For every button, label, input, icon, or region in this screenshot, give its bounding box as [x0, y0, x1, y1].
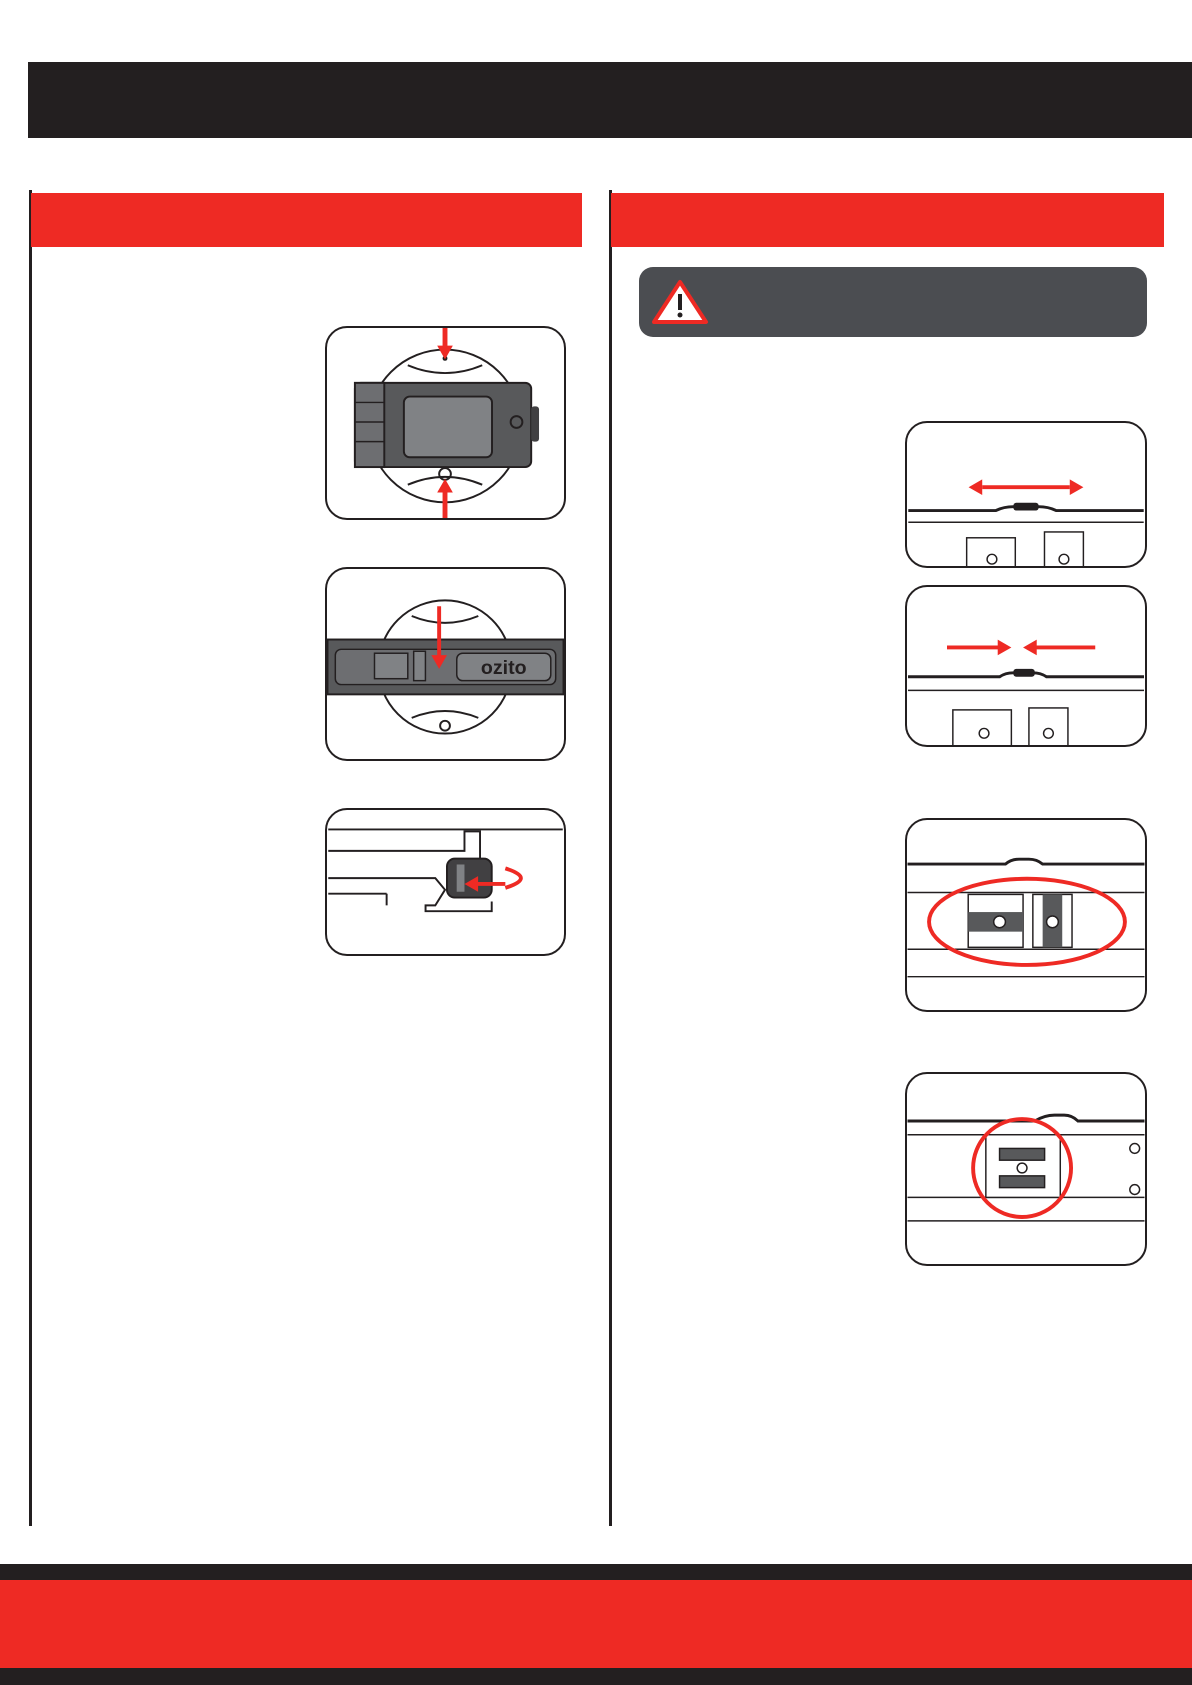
ozito-logo-text: ozito [480, 656, 527, 679]
figure-level-on-bracket [325, 567, 566, 761]
left-section-header [31, 193, 582, 247]
warning-box [639, 267, 1147, 337]
right-section-header [611, 193, 1164, 247]
warning-triangle-icon [651, 279, 709, 325]
figure-level-vials [905, 818, 1147, 1012]
figure-slider-in [905, 585, 1147, 747]
figure-bracket-mount [325, 326, 566, 520]
footer-red-band [0, 1580, 1192, 1668]
figure-top-vial [905, 1072, 1147, 1266]
figure-slider-out [905, 421, 1147, 568]
left-column-divider [29, 190, 32, 1526]
right-column-divider [609, 190, 612, 1526]
figure-lock-knob [325, 808, 566, 956]
header-bar [28, 62, 1192, 138]
